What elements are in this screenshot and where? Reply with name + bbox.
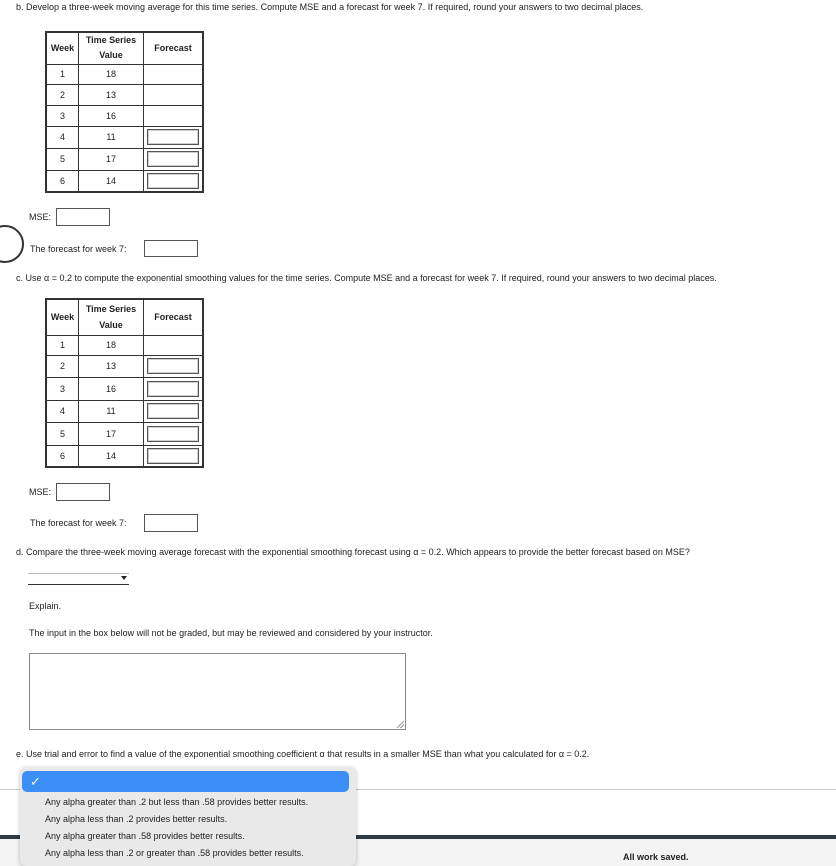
forecast-input-week-6[interactable] xyxy=(147,173,199,189)
week-cell: 6 xyxy=(46,445,79,467)
part-b-forecast7-input[interactable] xyxy=(144,240,198,257)
table-row xyxy=(46,170,203,192)
value-cell: 17 xyxy=(79,422,144,445)
week-cell: 4 xyxy=(46,400,79,422)
checkmark-icon: ✓ xyxy=(30,774,41,789)
value-cell: 17 xyxy=(79,148,144,170)
forecast-cell xyxy=(144,355,204,377)
table-row xyxy=(46,422,203,445)
part-b-prompt: b. Develop a three-week moving average for this time series. Compute MSE and a forecast for week 7. If required, round your answers to two decimal places. xyxy=(16,2,644,12)
part-c-mse-input[interactable] xyxy=(56,483,110,501)
part-c-prompt: c. Use α = 0.2 to compute the exponential smoothing values for the time series. Compute MSE and a forecast for week 7. If required, round your answers to two decimal places. xyxy=(16,273,717,283)
value-cell: 13 xyxy=(79,84,144,105)
value-cell: 16 xyxy=(79,377,144,400)
col-value-header-top: Time Series xyxy=(85,35,137,46)
table-row xyxy=(46,400,203,422)
col-value-header-top: Time Series xyxy=(85,304,137,315)
week-cell: 1 xyxy=(46,335,79,355)
week-cell: 4 xyxy=(46,126,79,148)
col-week-header: Week xyxy=(46,299,79,335)
save-status: All work saved. xyxy=(623,852,689,862)
week-cell: 2 xyxy=(46,84,79,105)
forecast-input-week-4[interactable] xyxy=(147,129,199,145)
week-cell: 3 xyxy=(46,105,79,126)
col-forecast-header: Forecast xyxy=(144,299,204,335)
table-row xyxy=(46,84,203,105)
part-c-forecast7-input[interactable] xyxy=(144,514,198,532)
alpha-option[interactable]: Any alpha greater than .58 provides better results. xyxy=(45,831,245,841)
forecast-cell xyxy=(144,148,204,170)
week-cell: 3 xyxy=(46,377,79,400)
value-cell: 11 xyxy=(79,400,144,422)
chevron-down-icon xyxy=(121,576,127,580)
week-cell: 5 xyxy=(46,422,79,445)
week-cell: 2 xyxy=(46,355,79,377)
value-cell: 14 xyxy=(79,170,144,192)
selected-blank-option[interactable] xyxy=(22,771,349,792)
col-week-header: Week xyxy=(46,32,79,64)
table-row xyxy=(46,335,203,355)
es-forecast-input-week-3[interactable] xyxy=(147,381,199,397)
part-e-prompt: e. Use trial and error to find a value of the exponential smoothing coefficient α that results in a smaller MSE than what you calculated for α = 0.2. xyxy=(16,749,590,759)
col-value-header xyxy=(79,32,144,64)
part-c-forecast7-label: The forecast for week 7: xyxy=(30,518,127,528)
value-cell: 11 xyxy=(79,126,144,148)
value-cell: 16 xyxy=(79,105,144,126)
part-b-table xyxy=(45,31,204,193)
table-row xyxy=(46,148,203,170)
es-forecast-input-week-5[interactable] xyxy=(147,426,199,442)
forecast-cell-empty xyxy=(144,84,204,105)
week-cell: 6 xyxy=(46,170,79,192)
table-row xyxy=(46,105,203,126)
es-forecast-input-week-4[interactable] xyxy=(147,403,199,419)
resize-handle-icon[interactable] xyxy=(397,721,404,728)
forecast-cell xyxy=(144,422,204,445)
table-row xyxy=(46,64,203,84)
es-forecast-input-week-6[interactable] xyxy=(147,448,199,464)
part-c-mse-label: MSE: xyxy=(29,487,52,497)
week-cell: 1 xyxy=(46,64,79,84)
part-b-mse-label: MSE: xyxy=(29,212,52,222)
circle-indicator xyxy=(0,225,24,263)
part-d-prompt: d. Compare the three-week moving average forecast with the exponential smoothing forecast using α = 0.2. Which appears to provide the better forecast based on MSE? xyxy=(16,547,690,557)
value-cell: 18 xyxy=(79,64,144,84)
explain-textarea[interactable] xyxy=(29,653,406,730)
ungraded-note: The input in the box below will not be graded, but may be reviewed and considered by your instructor. xyxy=(29,628,433,638)
alpha-option[interactable]: Any alpha less than .2 or greater than .58 provides better results. xyxy=(45,848,304,858)
forecast-input-week-5[interactable] xyxy=(147,151,199,167)
forecast-cell-empty xyxy=(144,335,204,355)
forecast-cell xyxy=(144,126,204,148)
table-row xyxy=(46,445,203,467)
value-cell: 18 xyxy=(79,335,144,355)
part-c-table xyxy=(45,298,204,468)
col-forecast-header: Forecast xyxy=(144,32,204,64)
alpha-options-dropdown[interactable] xyxy=(20,767,356,866)
table-row xyxy=(46,377,203,400)
alpha-option[interactable]: Any alpha less than .2 provides better results. xyxy=(45,814,228,824)
col-value-header-bottom: Value xyxy=(99,320,123,331)
col-value-header xyxy=(79,299,144,335)
forecast-cell xyxy=(144,400,204,422)
part-b-forecast7-label: The forecast for week 7: xyxy=(30,244,127,254)
forecast-cell-empty xyxy=(144,64,204,84)
part-b-mse-input[interactable] xyxy=(56,208,110,226)
week-cell: 5 xyxy=(46,148,79,170)
value-cell: 14 xyxy=(79,445,144,467)
forecast-cell-empty xyxy=(144,105,204,126)
value-cell: 13 xyxy=(79,355,144,377)
table-row xyxy=(46,355,203,377)
es-forecast-input-week-2[interactable] xyxy=(147,358,199,374)
forecast-cell xyxy=(144,170,204,192)
forecast-cell xyxy=(144,445,204,467)
better-forecast-select[interactable] xyxy=(28,573,129,585)
explain-label: Explain. xyxy=(29,601,62,611)
col-value-header-bottom: Value xyxy=(99,50,123,61)
table-row xyxy=(46,126,203,148)
forecast-cell xyxy=(144,377,204,400)
alpha-option[interactable]: Any alpha greater than .2 but less than .58 provides better results. xyxy=(45,797,309,807)
